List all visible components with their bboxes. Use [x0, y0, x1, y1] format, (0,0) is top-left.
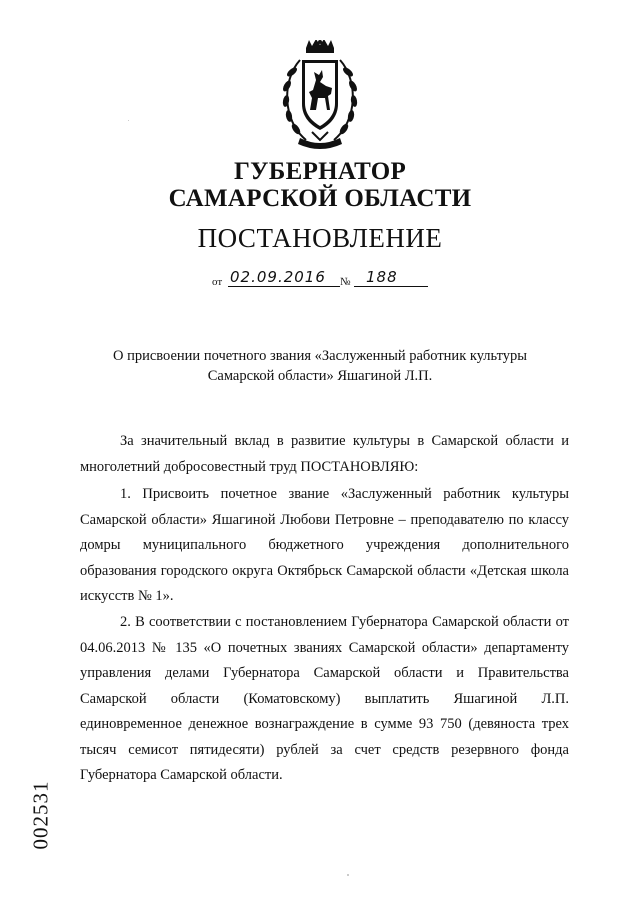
resolution-subject: [90, 346, 550, 386]
body-item-1: [80, 482, 569, 610]
body-preamble: [80, 429, 569, 480]
date-from-label: от: [212, 276, 223, 288]
organization-title-line1: ГУБЕРНАТОР: [233, 158, 407, 185]
subject-line1: О присвоении почетного звания «Заслуженный работник культуры: [113, 348, 527, 364]
item1-text: 1. Присвоить почетное звание «Заслуженный работник культуры Самарской области» Яшагиной Любови Петровне – преподавателю по классу домры муниципального бюджетного учреждения дополнительного образования городского округа Октябрьск Самарской области «Детская школа искусств № 1».: [80, 486, 569, 604]
preamble-text: За значительный вклад в развитие культуры в Самарской области и многолетний добросовестный труд ПОСТАНОВЛЯЮ:: [80, 433, 569, 475]
serial-number: 002531: [28, 780, 53, 850]
number-label: №: [340, 276, 351, 288]
number-underline: [354, 286, 428, 287]
samara-region-coat-of-arms-icon: [276, 40, 364, 152]
document-type-title: ПОСТАНОВЛЕНИЕ: [197, 223, 443, 253]
margin-serial-stamp: [26, 770, 56, 860]
body-item-2: [80, 610, 569, 789]
date-underline: [228, 286, 340, 287]
date-handwritten-value: 02.09.2016: [230, 268, 326, 286]
scan-speck: [128, 120, 129, 121]
scan-speck: [347, 874, 349, 876]
number-handwritten-value: 188: [366, 268, 398, 286]
organization-title-line2: САМАРСКОЙ ОБЛАСТИ: [168, 185, 472, 212]
subject-line2: Самарской области» Яшагиной Л.П.: [207, 368, 433, 384]
item2-text: 2. В соответствии с постановлением Губернатора Самарской области от 04.06.2013 № 135 «О почетных званиях Самарской области» департаменту управления делами Губернатора Самарской области и Правительства Самарской области (Коматовскому) выплатить Яшагиной Л.П. единовременное денежное вознаграждение в сумме 93 750 (девяноста трех тысяч семисот пятидесяти) рублей за счет средств резервного фонда Губернатора Самарской области.: [80, 614, 569, 783]
